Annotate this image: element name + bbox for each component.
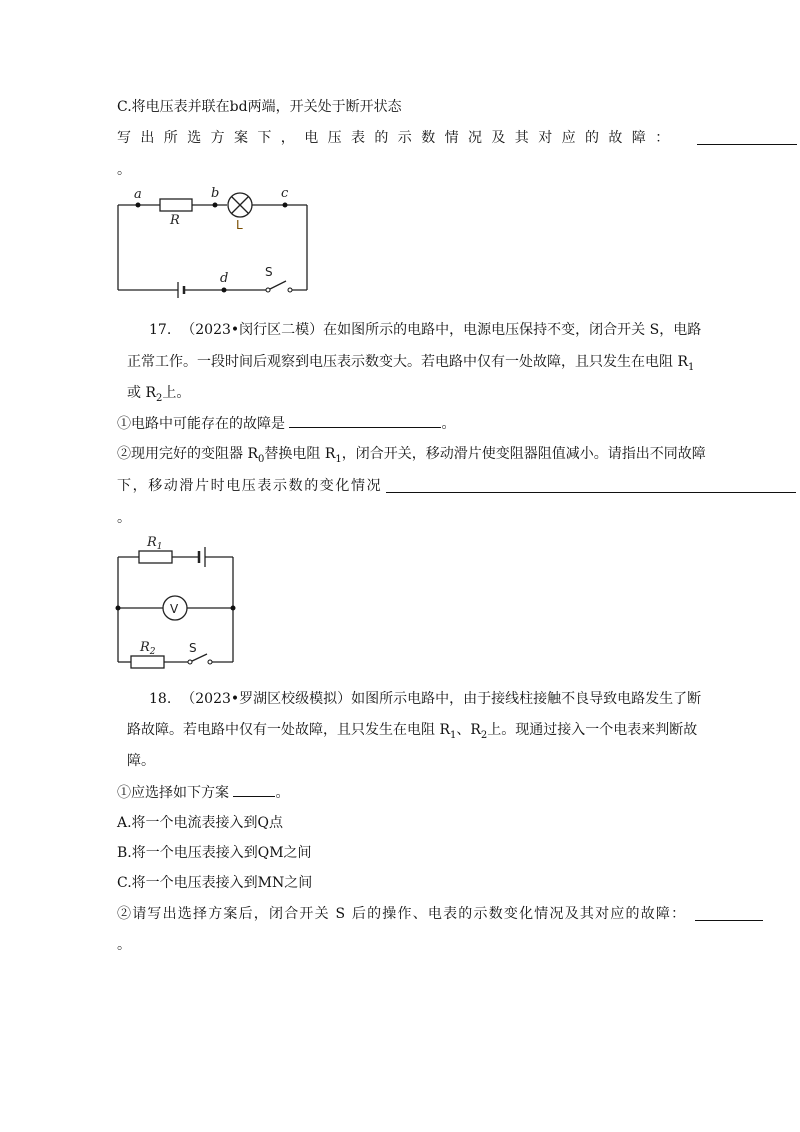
q18-line3: 障。 [127,753,155,769]
label-S-17: S [189,641,197,655]
q17-end: 。 [117,510,131,526]
q18-item2-blank[interactable] [695,906,763,921]
q18-option-b: B.将一个电压表接入到QM之间 [117,845,312,861]
q16-prompt-text: 写出所选方案下，电压表的示数情况及其对应的故障： [117,130,679,146]
q16-end: 。 [117,162,131,178]
q18-end: 。 [117,937,131,953]
q18-item2: ②请写出选择方案后，闭合开关 S 后的操作、电表的示数变化情况及其对应的故障： [117,906,687,922]
label-L: L [236,218,243,232]
q18-line2: 路故障。若电路中仅有一处故障，且只发生在电阻 $R_1$、$R_2$上。现通过接入一个电表来判断故 [127,722,698,741]
resistor-R2 [131,656,164,668]
q17-item1: ①电路中可能存在的故障是 。 [117,413,455,434]
q17-item2-blank[interactable] [386,478,796,493]
label-V: V [170,602,179,616]
q18-option-a: A.将一个电流表接入到Q点 [117,815,284,831]
q17-text1: 在如图所示的电路中，电源电压保持不变，闭合开关 S，电路 [323,322,702,338]
switch-S [268,281,286,290]
q18-item1-blank[interactable] [233,782,275,797]
node-c [283,203,288,208]
resistor-R [160,199,192,211]
q17-line2: 正常工作。一段时间后观察到电压表示数变大。若电路中仅有一处故障，且只发生在电阻 $R_1$ [127,354,695,373]
label-b: b [211,186,220,201]
q18-line1 [149,689,701,709]
q17-line1 [149,320,701,340]
label-a: a [134,187,142,202]
switch-S-17 [190,654,207,662]
q18-option-c: C.将一个电压表接入到MN之间 [117,875,313,891]
q18-text1: 如图所示电路中，由于接线柱接触不良导致电路发生了断 [351,691,702,707]
q18-number: 18. [149,691,172,707]
q18-source: （2023•罗湖区校级模拟） [181,691,352,707]
q17-item2-line2: 下，移动滑片时电压表示数的变化情况 [117,478,383,494]
resistor-R1 [139,551,172,563]
label-R2: $R_2$ [140,640,156,657]
q17-number: 17. [149,322,172,338]
label-S: S [265,265,273,279]
node-d [222,288,227,293]
q17-item1-blank[interactable] [289,413,441,428]
label-R1: $R_1$ [147,535,163,552]
q16-option-c: C.将电压表并联在bd两端，开关处于断开状态 [117,99,402,115]
q17-item2: ②现用完好的变阻器 $R_0$替换电阻 $R_1$，闭合开关，移动滑片使变阻器阻值减小。请指出不同故障 [117,446,706,465]
q17-source: （2023•闵行区二模） [181,322,324,338]
label-R: R [170,213,180,228]
q17-line3: 或 $R_2$上。 [127,385,191,404]
label-d: d [220,271,229,286]
node-a [136,203,141,208]
label-c: c [281,186,289,201]
q18-item1: ①应选择如下方案 。 [117,782,289,803]
node-b [213,203,218,208]
